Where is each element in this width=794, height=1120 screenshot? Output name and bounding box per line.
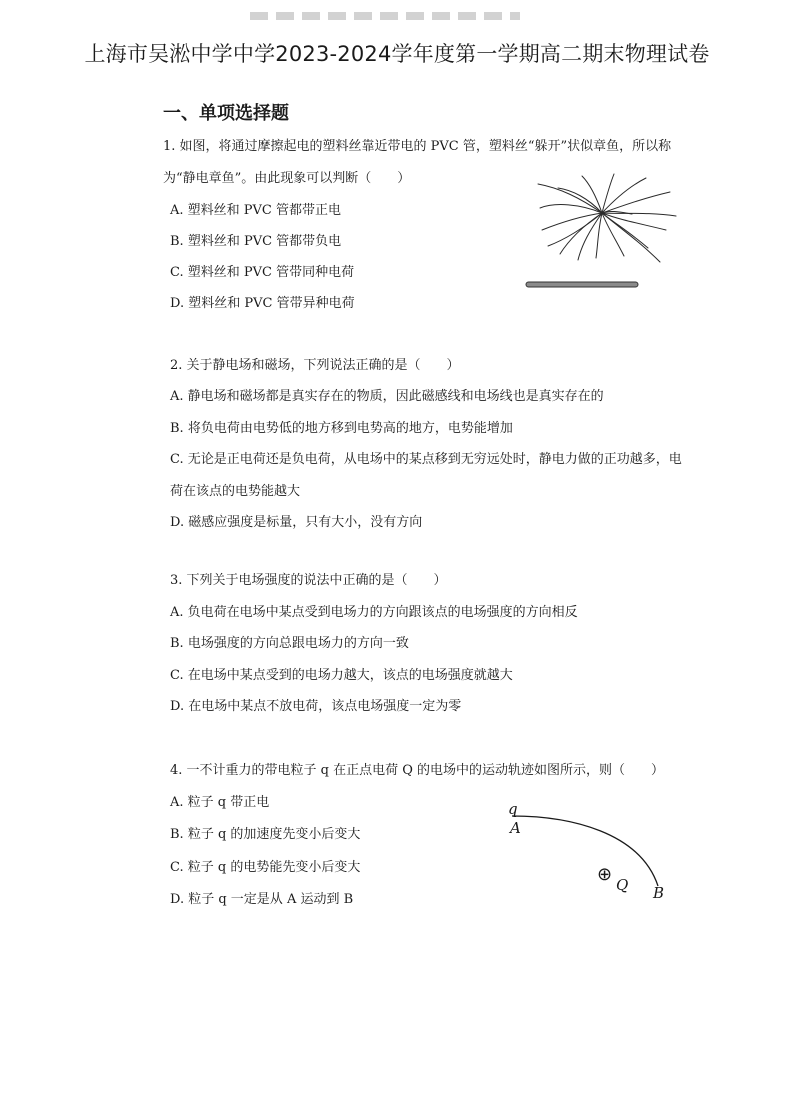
q4-stem: 4. 一不计重力的带电粒子 q 在正点电荷 Q 的电场中的运动轨迹如图所示，则（ ）: [170, 763, 665, 778]
q1-option-d: D. 塑料丝和 PVC 管带异种电荷: [170, 296, 355, 311]
trajectory-curve: [512, 816, 658, 886]
q2-option-c-line-1: C. 无论是正电荷还是负电荷，从电场中的某点移到无穷远处时，静电力做的正功越多，电: [170, 452, 682, 467]
q1-option-a: A. 塑料丝和 PVC 管都带正电: [170, 203, 341, 218]
particle-trajectory-figure: [500, 800, 675, 908]
label-b: B: [653, 884, 665, 902]
label-q: q: [508, 800, 518, 818]
q4-option-b: B. 粒子 q 的加速度先变小后变大: [170, 827, 361, 842]
electrostatic-octopus-figure: [520, 168, 690, 298]
section-title: 一、单项选择题: [163, 103, 289, 124]
q2-option-b: B. 将负电荷由电势低的地方移到电势高的地方，电势能增加: [170, 421, 513, 436]
scan-smudge: [250, 12, 520, 20]
q1-option-c: C. 塑料丝和 PVC 管带同种电荷: [170, 265, 355, 280]
positive-charge-symbol: ⊕: [597, 864, 613, 885]
q3-option-a: A. 负电荷在电场中某点受到电场力的方向跟该点的电场强度的方向相反: [170, 605, 578, 620]
q2-option-c-line-2: 荷在该点的电势能越大: [170, 484, 301, 499]
label-a: A: [510, 819, 521, 837]
exam-title: 上海市吴淞中学中学2023-2024学年度第一学期高二期末物理试卷: [84, 42, 710, 66]
q2-option-d: D. 磁感应强度是标量，只有大小，没有方向: [170, 515, 423, 530]
q4-option-d: D. 粒子 q 一定是从 A 运动到 B: [170, 892, 354, 907]
q4-option-a: A. 粒子 q 带正电: [170, 795, 270, 810]
q3-stem: 3. 下列关于电场强度的说法中正确的是（ ）: [170, 573, 447, 588]
q1-stem-line-1: 1. 如图，将通过摩擦起电的塑料丝靠近带电的 PVC 管，塑料丝“躲开”状似章鱼，所以称: [163, 139, 672, 154]
q4-option-c: C. 粒子 q 的电势能先变小后变大: [170, 860, 361, 875]
label-q-charge: Q: [616, 876, 629, 894]
q1-stem-line-2: 为“静电章鱼”。由此现象可以判断（ ）: [163, 171, 411, 186]
q1-option-b: B. 塑料丝和 PVC 管都带负电: [170, 234, 342, 249]
q2-stem: 2. 关于静电场和磁场，下列说法正确的是（ ）: [170, 358, 460, 373]
q3-option-d: D. 在电场中某点不放电荷，该点电场强度一定为零: [170, 699, 462, 714]
q3-option-b: B. 电场强度的方向总跟电场力的方向一致: [170, 636, 409, 651]
q2-option-a: A. 静电场和磁场都是真实存在的物质，因此磁感线和电场线也是真实存在的: [170, 389, 604, 404]
q3-option-c: C. 在电场中某点受到的电场力越大，该点的电场强度就越大: [170, 668, 513, 683]
